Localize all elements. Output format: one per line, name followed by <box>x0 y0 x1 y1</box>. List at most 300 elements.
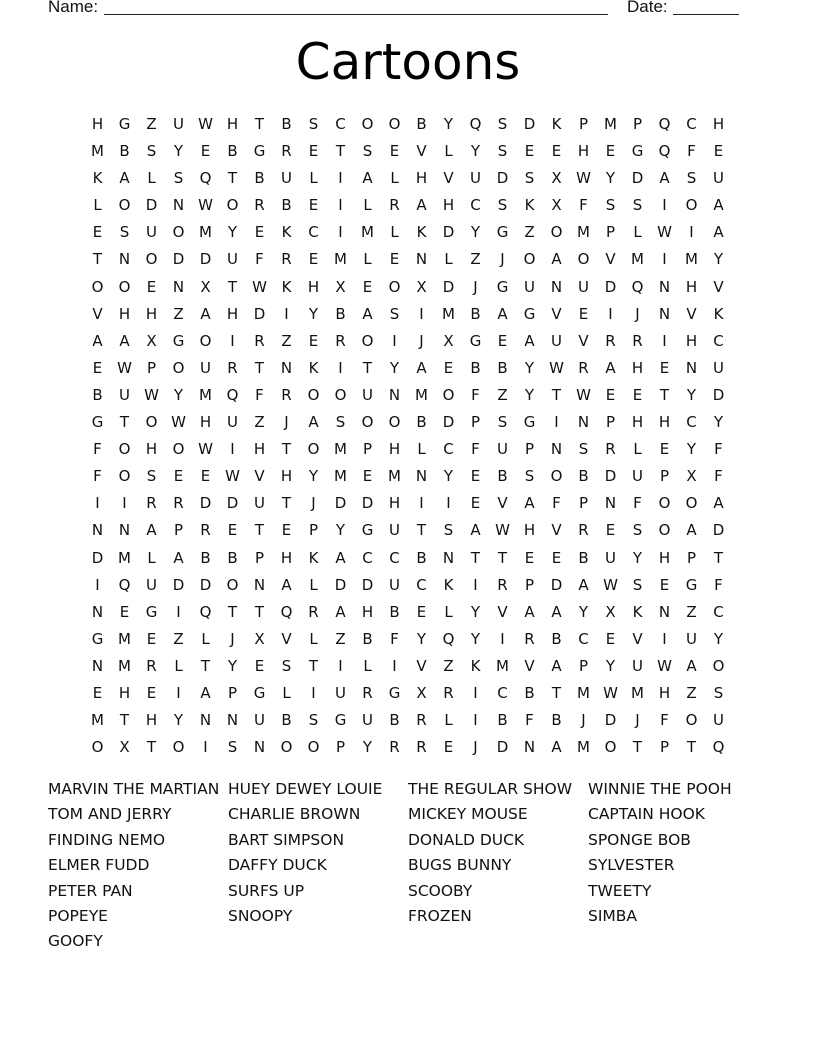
grid-letter: Y <box>713 250 724 269</box>
grid-letter: M <box>442 304 455 323</box>
grid-letter: A <box>524 494 535 513</box>
grid-letter: L <box>633 223 642 242</box>
grid-letter: V <box>416 656 427 675</box>
grid-letter: W <box>603 575 618 594</box>
grid-letter: T <box>119 413 130 432</box>
grid-letter: X <box>605 602 616 621</box>
grid-letter: G <box>631 142 644 161</box>
grid-letter: E <box>362 277 373 296</box>
grid-letter: E <box>659 575 670 594</box>
grid-letter: G <box>496 277 509 296</box>
grid-letter: S <box>308 115 319 133</box>
grid-letter: A <box>362 169 373 188</box>
grid-letter: Q <box>469 115 482 133</box>
grid-letter: B <box>335 304 346 323</box>
grid-letter: O <box>118 440 131 459</box>
grid-letter: E <box>92 358 103 377</box>
grid-letter: H <box>631 413 644 432</box>
grid-letter: A <box>578 575 589 594</box>
grid-letter: P <box>524 575 535 594</box>
grid-letter: T <box>281 440 292 459</box>
grid-letter: T <box>362 358 373 377</box>
grid-letter: W <box>117 358 132 377</box>
grid-letter: E <box>578 304 589 323</box>
grid-letter: G <box>145 602 158 621</box>
grid-letter: K <box>308 358 319 377</box>
grid-letter: O <box>658 521 671 540</box>
word-list-item: TWEETY <box>588 881 652 900</box>
grid-letter: O <box>307 440 320 459</box>
grid-letter: B <box>578 548 589 567</box>
word-list-item <box>408 930 588 955</box>
grid-letter: O <box>550 467 563 486</box>
grid-letter: J <box>635 304 640 323</box>
grid-letter: H <box>226 304 239 323</box>
grid-letter: D <box>442 223 455 242</box>
grid-letter: A <box>281 575 292 594</box>
grid-letter: O <box>361 115 374 133</box>
grid-letter: Y <box>578 602 589 621</box>
grid-letter: P <box>686 548 697 567</box>
grid-letter: N <box>415 467 428 486</box>
grid-letter: Y <box>686 440 697 459</box>
grid-letter: R <box>389 738 400 757</box>
grid-letter: A <box>200 304 211 323</box>
grid-letter: X <box>254 629 265 648</box>
grid-letter: W <box>657 223 672 242</box>
grid-letter: E <box>254 223 265 242</box>
grid-letter: U <box>389 521 400 540</box>
grid-letter: H <box>307 277 320 296</box>
grid-letter: W <box>657 656 672 675</box>
grid-letter: R <box>335 331 346 350</box>
grid-letter: D <box>361 494 374 513</box>
grid-letter: N <box>91 521 104 540</box>
grid-letter: U <box>497 440 508 459</box>
grid-letter: U <box>713 169 724 188</box>
grid-letter: A <box>416 358 427 377</box>
grid-letter: Q <box>199 169 212 188</box>
grid-letter: H <box>523 521 536 540</box>
grid-letter: L <box>444 142 453 161</box>
grid-letter: S <box>686 169 697 188</box>
grid-letter: Y <box>416 629 427 648</box>
grid-letter: E <box>416 602 427 621</box>
grid-letter: B <box>497 358 508 377</box>
grid-letter: G <box>685 575 698 594</box>
grid-letter: T <box>470 548 481 567</box>
grid-letter: U <box>470 169 481 188</box>
grid-letter: P <box>578 494 589 513</box>
grid-letter: I <box>419 494 424 513</box>
grid-letter: X <box>686 467 697 486</box>
grid-letter: U <box>254 711 265 730</box>
grid-letter: C <box>686 115 697 133</box>
grid-letter: H <box>685 277 698 296</box>
grid-letter: H <box>712 115 725 133</box>
grid-letter: E <box>146 629 157 648</box>
grid-letter: A <box>200 683 211 702</box>
grid-letter: N <box>442 548 455 567</box>
grid-letter: D <box>226 494 239 513</box>
grid-letter: Y <box>524 385 535 404</box>
grid-letter: P <box>254 548 265 567</box>
grid-letter: N <box>91 656 104 675</box>
word-list-item: SURFS UP <box>228 881 305 900</box>
grid-letter: N <box>280 358 293 377</box>
grid-letter: M <box>91 142 104 161</box>
grid-letter: W <box>198 115 213 133</box>
word-list-item: BUGS BUNNY <box>408 856 512 875</box>
grid-letter: S <box>497 413 508 432</box>
grid-letter: E <box>119 602 130 621</box>
grid-letter: E <box>308 196 319 215</box>
grid-letter: C <box>308 223 319 242</box>
grid-letter: S <box>632 575 643 594</box>
grid-letter: D <box>91 548 104 567</box>
grid-letter: L <box>201 629 210 648</box>
grid-letter: A <box>470 521 481 540</box>
grid-letter: U <box>119 385 130 404</box>
grid-letter: N <box>118 250 131 269</box>
grid-letter: P <box>227 683 238 702</box>
grid-letter: I <box>662 629 667 648</box>
grid-letter: P <box>605 223 616 242</box>
grid-letter: A <box>713 223 724 242</box>
grid-letter: T <box>146 738 157 757</box>
grid-letter: O <box>685 196 698 215</box>
grid-letter: V <box>551 521 562 540</box>
grid-letter: E <box>605 629 616 648</box>
grid-letter: N <box>577 413 590 432</box>
grid-letter: C <box>389 548 400 567</box>
grid-letter: M <box>577 223 590 242</box>
grid-letter: R <box>578 358 589 377</box>
grid-letter: Y <box>389 358 400 377</box>
grid-letter: T <box>281 494 292 513</box>
grid-letter: H <box>658 548 671 567</box>
grid-letter: L <box>93 196 102 215</box>
grid-letter: A <box>659 169 670 188</box>
grid-letter: I <box>473 575 478 594</box>
grid-letter: K <box>713 304 724 323</box>
grid-letter: U <box>254 494 265 513</box>
grid-letter: A <box>686 521 697 540</box>
grid-letter: E <box>659 440 670 459</box>
grid-letter: I <box>608 304 613 323</box>
grid-letter: B <box>470 358 481 377</box>
grid-letter: F <box>471 385 480 404</box>
grid-letter: O <box>604 738 617 757</box>
grid-letter: Z <box>173 304 184 323</box>
grid-letter: F <box>714 575 723 594</box>
grid-letter: N <box>550 277 563 296</box>
grid-letter: J <box>635 711 640 730</box>
grid-letter: S <box>443 521 454 540</box>
grid-letter: P <box>335 738 346 757</box>
word-list-item: SPONGE BOB <box>588 830 691 849</box>
grid-letter: O <box>172 223 185 242</box>
grid-letter: D <box>172 575 185 594</box>
grid-letter: X <box>551 169 562 188</box>
grid-letter: R <box>389 196 400 215</box>
grid-letter: A <box>686 656 697 675</box>
grid-letter: Q <box>199 602 212 621</box>
grid-letter: G <box>253 683 266 702</box>
grid-letter: C <box>362 548 373 567</box>
grid-letter: Z <box>470 250 481 269</box>
grid-letter: Q <box>280 602 293 621</box>
grid-letter: O <box>91 277 104 296</box>
grid-letter: H <box>280 467 293 486</box>
grid-letter: F <box>525 711 534 730</box>
grid-letter: N <box>199 711 212 730</box>
grid-letter: U <box>632 656 643 675</box>
word-list-item: GOOFY <box>48 932 103 951</box>
grid-letter: I <box>473 683 478 702</box>
grid-letter: E <box>227 521 238 540</box>
grid-letter: Y <box>443 467 454 486</box>
word-list-item: THE REGULAR SHOW <box>408 780 573 798</box>
grid-letter: X <box>551 196 562 215</box>
grid-letter: Z <box>524 223 535 242</box>
grid-letter: B <box>281 196 292 215</box>
word-list-item: SIMBA <box>588 906 638 925</box>
word-list-item: MARVIN THE MARTIAN <box>48 780 220 798</box>
grid-letter: B <box>470 304 481 323</box>
grid-letter: V <box>281 629 292 648</box>
grid-letter: A <box>416 196 427 215</box>
word-list-item: CAPTAIN HOOK <box>588 805 705 824</box>
grid-letter: L <box>147 548 156 567</box>
grid-letter: H <box>415 169 428 188</box>
word-list-item: BART SIMPSON <box>228 830 345 849</box>
grid-letter: Y <box>605 656 616 675</box>
worksheet-header <box>48 0 748 19</box>
grid-letter: U <box>632 467 643 486</box>
grid-letter: E <box>605 142 616 161</box>
grid-letter: Y <box>470 142 481 161</box>
grid-letter: I <box>446 494 451 513</box>
grid-letter: N <box>226 711 239 730</box>
grid-letter: V <box>551 304 562 323</box>
grid-letter: X <box>416 277 427 296</box>
word-list-item: MICKEY MOUSE <box>408 805 528 824</box>
date-label: Date: <box>627 0 668 16</box>
grid-letter: E <box>551 142 562 161</box>
grid-letter: A <box>119 331 130 350</box>
grid-letter: N <box>415 250 428 269</box>
grid-letter: J <box>500 250 505 269</box>
grid-letter: F <box>714 467 723 486</box>
grid-letter: Q <box>712 738 725 757</box>
grid-letter: E <box>470 494 481 513</box>
grid-letter: B <box>389 602 400 621</box>
grid-letter: N <box>685 358 698 377</box>
grid-letter: S <box>281 656 292 675</box>
grid-letter: V <box>632 629 643 648</box>
grid-letter: M <box>604 115 617 133</box>
grid-letter: S <box>524 169 535 188</box>
grid-letter: A <box>92 331 103 350</box>
grid-letter: Y <box>362 738 373 757</box>
grid-letter: D <box>253 304 266 323</box>
grid-letter: V <box>92 304 103 323</box>
grid-letter: Z <box>146 115 157 133</box>
grid-letter: R <box>605 440 616 459</box>
grid-letter: N <box>91 602 104 621</box>
grid-letter: V <box>524 656 535 675</box>
grid-letter: W <box>549 358 564 377</box>
grid-letter: N <box>550 440 563 459</box>
grid-letter: T <box>551 385 562 404</box>
grid-letter: L <box>363 250 372 269</box>
grid-letter: W <box>171 413 186 432</box>
grid-letter: Y <box>470 602 481 621</box>
grid-letter: J <box>419 331 424 350</box>
grid-letter: U <box>551 331 562 350</box>
grid-letter: E <box>632 385 643 404</box>
grid-letter: R <box>281 385 292 404</box>
name-label: Name: <box>48 0 99 16</box>
grid-letter: Z <box>686 602 697 621</box>
grid-letter: S <box>335 413 346 432</box>
grid-letter: A <box>605 358 616 377</box>
grid-letter: A <box>308 413 319 432</box>
grid-letter: M <box>199 385 212 404</box>
word-search-grid <box>84 113 732 763</box>
grid-letter: S <box>227 738 238 757</box>
grid-letter: H <box>388 494 401 513</box>
grid-letter: P <box>362 440 373 459</box>
grid-letter: O <box>172 440 185 459</box>
grid-letter: B <box>551 711 562 730</box>
grid-letter: P <box>173 521 184 540</box>
grid-letter: D <box>496 169 509 188</box>
grid-letter: P <box>659 738 670 757</box>
grid-letter: L <box>444 250 453 269</box>
grid-letter: H <box>226 115 239 133</box>
grid-letter: K <box>443 575 454 594</box>
grid-letter: D <box>604 467 617 486</box>
grid-letter: M <box>685 250 698 269</box>
grid-letter: U <box>713 711 724 730</box>
grid-letter: O <box>361 413 374 432</box>
grid-letter: M <box>118 548 131 567</box>
grid-letter: T <box>227 277 238 296</box>
grid-letter: H <box>685 331 698 350</box>
grid-letter: E <box>443 358 454 377</box>
grid-letter: I <box>230 331 235 350</box>
grid-letter: U <box>605 548 616 567</box>
grid-letter: M <box>577 683 590 702</box>
grid-letter: H <box>199 413 212 432</box>
grid-letter: C <box>470 196 481 215</box>
grid-letter: I <box>176 683 181 702</box>
grid-letter: T <box>254 115 265 133</box>
grid-letter: A <box>551 602 562 621</box>
grid-letter: Y <box>605 169 616 188</box>
grid-letter: U <box>389 575 400 594</box>
grid-letter: B <box>362 629 373 648</box>
grid-letter: Z <box>443 656 454 675</box>
grid-letter: O <box>118 196 131 215</box>
word-list-item: WINNIE THE POOH <box>588 780 732 798</box>
grid-letter: I <box>500 629 505 648</box>
grid-letter: V <box>254 467 265 486</box>
grid-letter: S <box>119 223 130 242</box>
grid-letter: W <box>198 440 213 459</box>
grid-letter: B <box>227 142 238 161</box>
word-list-item: TOM AND JERRY <box>48 805 172 824</box>
grid-letter: O <box>199 331 212 350</box>
grid-letter: B <box>119 142 130 161</box>
grid-letter: Y <box>227 223 238 242</box>
grid-letter: G <box>118 115 131 133</box>
grid-letter: I <box>662 250 667 269</box>
grid-letter: E <box>308 331 319 350</box>
grid-letter: W <box>603 683 618 702</box>
grid-letter: M <box>496 656 509 675</box>
grid-letter: E <box>146 683 157 702</box>
grid-letter: F <box>93 467 102 486</box>
grid-letter: O <box>685 494 698 513</box>
grid-letter: D <box>442 277 455 296</box>
grid-letter: W <box>144 385 159 404</box>
grid-letter: S <box>578 440 589 459</box>
grid-letter: L <box>390 169 399 188</box>
grid-letter: I <box>554 413 559 432</box>
grid-letter: O <box>712 656 725 675</box>
grid-letter: O <box>442 385 455 404</box>
grid-letter: S <box>713 683 724 702</box>
grid-letter: Y <box>443 115 454 133</box>
grid-letter: H <box>577 142 590 161</box>
grid-letter: P <box>578 656 589 675</box>
grid-letter: A <box>335 602 346 621</box>
grid-letter: Z <box>281 331 292 350</box>
grid-letter: A <box>146 521 157 540</box>
grid-letter: M <box>334 440 347 459</box>
grid-letter: B <box>524 683 535 702</box>
grid-letter: D <box>496 738 509 757</box>
grid-letter: U <box>227 413 238 432</box>
page-title: Cartoons <box>295 33 521 91</box>
grid-letter: A <box>551 656 562 675</box>
grid-letter: R <box>146 494 157 513</box>
grid-letter: G <box>253 142 266 161</box>
grid-letter: G <box>172 331 185 350</box>
grid-letter: D <box>172 250 185 269</box>
grid-letter: H <box>91 115 104 133</box>
grid-letter: K <box>92 169 103 188</box>
grid-letter: J <box>473 738 478 757</box>
grid-letter: B <box>281 115 292 133</box>
grid-letter: U <box>686 629 697 648</box>
grid-letter: T <box>551 683 562 702</box>
grid-letter: U <box>713 358 724 377</box>
grid-letter: A <box>551 250 562 269</box>
grid-letter: G <box>91 413 104 432</box>
grid-letter: I <box>176 602 181 621</box>
grid-letter: G <box>469 331 482 350</box>
grid-letter: O <box>523 250 536 269</box>
grid-letter: L <box>309 629 318 648</box>
grid-letter: F <box>93 440 102 459</box>
grid-letter: U <box>281 169 292 188</box>
grid-letter: F <box>255 250 264 269</box>
grid-letter: D <box>550 575 563 594</box>
